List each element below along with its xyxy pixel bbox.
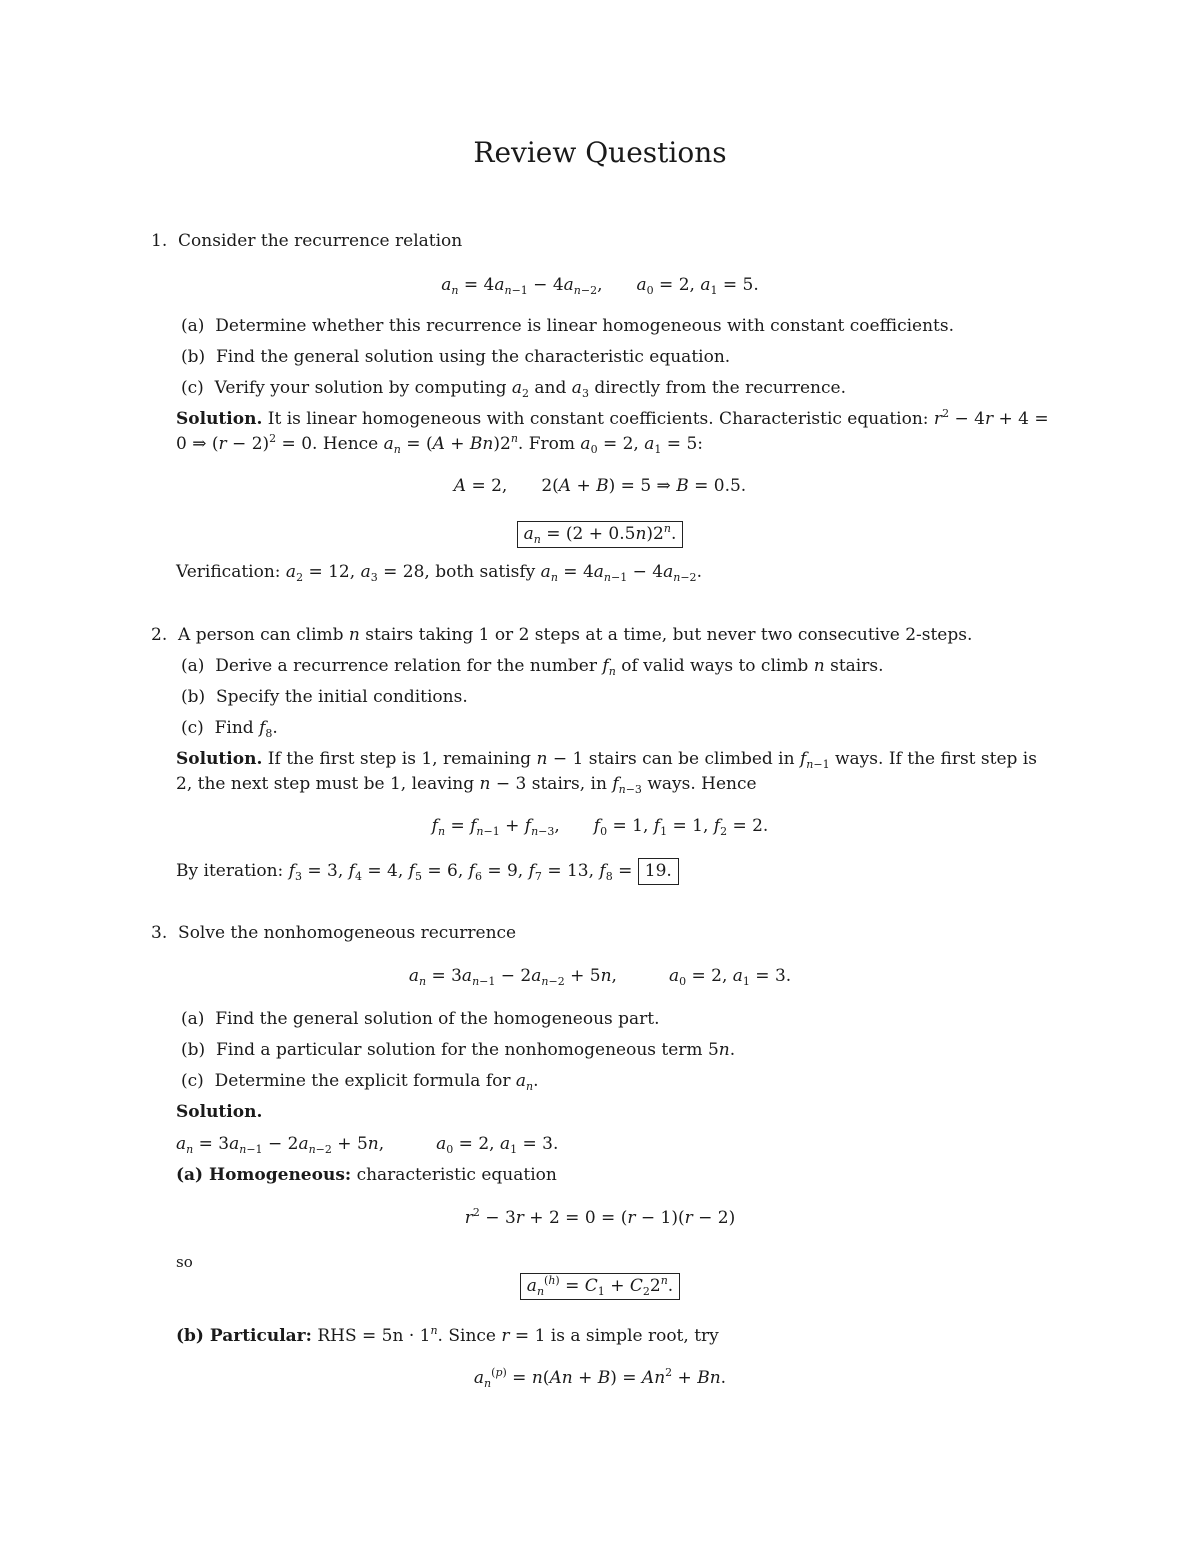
- q2-solution-line-1: Solution. If the first step is 1, remaining n − 1 stairs can be climbed in $f_{n-1}$ ways. If the first step is: [176, 749, 1037, 771]
- q1-solution-line-1: Solution. It is linear homogeneous with constant coefficients. Characteristic equation: $r^2 - 4r + 4$ =: [176, 407, 1049, 429]
- q3-intro: 3. Solve the nonhomogeneous recurrence: [151, 923, 517, 943]
- q1-part-a: (a) Determine whether this recurrence is linear homogeneous with constant coefficients.: [181, 316, 955, 336]
- q3-solution-restated: $a_n = 3a_{n-1} - 2a_{n-2} + 5n$, $a_0 = 2$, $a_1 = 3$.: [176, 1134, 559, 1156]
- q3-boxed-homogeneous: $a_n^{(h)} = C_1 + C_22^n$.: [0, 1275, 1200, 1297]
- q2-part-b: (b) Specify the initial conditions.: [181, 687, 468, 707]
- q1-verification: Verification: $a_2 = 12$, $a_3 = 28$, both satisfy $a_n = 4a_{n-1} - 4a_{n-2}$.: [176, 562, 702, 584]
- q2-solution-line-2: 2, the next step must be 1, leaving n − 3 stairs, in $f_{n-3}$ ways. Hence: [176, 774, 757, 796]
- q2-recurrence-equation: $f_n = f_{n-1} + f_{n-3}$, $f_0 = 1$, $f_1 = 1$, $f_2 = 2$.: [431, 816, 769, 838]
- q1-solution-line-2: 0 ⇒ $(r - 2)^2 = 0$. Hence $a_n = (A + Bn)2^n$. From $a_0 = 2$, $a_1 = 5$:: [176, 432, 703, 456]
- q2-part-c: (c) Find $f_8$.: [181, 718, 278, 740]
- q1-part-b: (b) Find the general solution using the characteristic equation.: [181, 347, 731, 367]
- q3-part-a: (a) Find the general solution of the homogeneous part.: [181, 1009, 660, 1029]
- q3-solution-label: Solution.: [176, 1102, 263, 1122]
- q1-part-c: (c) Verify your solution by computing $a_2$ and $a_3$ directly from the recurrence.: [181, 378, 846, 400]
- q3-characteristic-equation: $r^2 - 3r + 2 = 0 = (r - 1)(r - 2)$: [464, 1206, 736, 1228]
- q1-constants-equation: A = 2, 2(A + B) = 5 ⇒ B = 0.5.: [453, 476, 747, 496]
- q1-intro: 1. Consider the recurrence relation: [151, 231, 463, 251]
- q1-boxed-solution: $a_n = (2 + 0.5n)2^n$.: [0, 523, 1200, 545]
- q3-particular-equation: $a_n^{(p)} = n(An + B) = An^2 + Bn$.: [473, 1366, 727, 1390]
- q3-part-c: (c) Determine the explicit formula for $a_n$.: [181, 1071, 539, 1093]
- q1-recurrence-equation: $a_n = 4a_{n-1} - 4a_{n-2}$, $a_0 = 2$, $a_1 = 5$.: [441, 275, 759, 297]
- q3-homogeneous-heading: (a) Homogeneous: characteristic equation: [176, 1165, 557, 1185]
- q3-particular-heading: (b) Particular: RHS = $5n \cdot 1^n$. Since r = 1 is a simple root, try: [176, 1324, 719, 1346]
- q3-so: so: [176, 1253, 193, 1271]
- q3-recurrence-equation: $a_n = 3a_{n-1} - 2a_{n-2} + 5n$, $a_0 = 2$, $a_1 = 3$.: [408, 966, 792, 988]
- q2-iteration: By iteration: $f_3 = 3$, $f_4 = 4$, $f_5 = 6$, $f_6 = 9$, $f_7 = 13$, $f_8 = 19$.: [176, 860, 679, 882]
- q2-boxed-answer: 19.: [638, 858, 679, 885]
- q2-part-a: (a) Derive a recurrence relation for the number $f_n$ of valid ways to climb n stairs.: [181, 656, 884, 678]
- q2-intro: 2. A person can climb n stairs taking 1 or 2 steps at a time, but never two consecutive 2-steps.: [151, 625, 973, 645]
- page-title: Review Questions: [473, 136, 727, 169]
- q3-part-b: (b) Find a particular solution for the nonhomogeneous term 5n.: [181, 1040, 736, 1060]
